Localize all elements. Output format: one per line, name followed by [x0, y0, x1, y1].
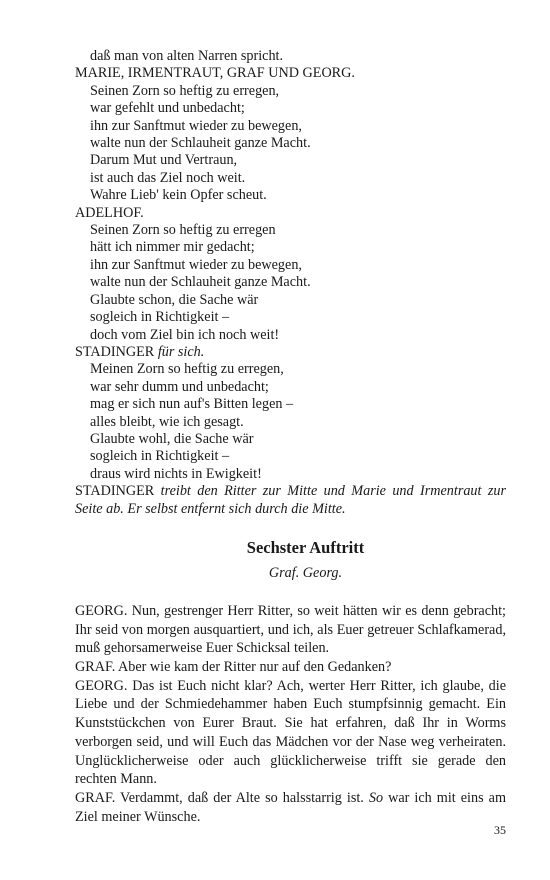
paragraph-text: war ich mit eins am Ziel meiner Wünsche.	[75, 790, 506, 825]
verse-line: sogleich in Richtigkeit –	[90, 309, 230, 326]
verse-line: Wahre Lieb' kein Opfer scheut.	[90, 187, 267, 204]
dialogue-paragraph	[75, 602, 506, 658]
speaker-name: STADINGER	[75, 343, 158, 360]
paragraph-text: GRAF. Verdammt, daß der Alte so halsstarrig ist.	[75, 790, 369, 806]
verse-line: Meinen Zorn so heftig zu erregen,	[90, 361, 284, 378]
verse-line: Glaubte wohl, die Sache wär	[90, 430, 254, 447]
verse-line: ihn zur Sanftmut wieder zu bewegen,	[90, 256, 302, 273]
verse-line: sogleich in Richtigkeit –	[90, 448, 230, 465]
verse-line: ihn zur Sanftmut wieder zu bewegen,	[90, 117, 302, 134]
paragraph-text: GRAF. Aber wie kam der Ritter nur auf den Gedanken?	[75, 659, 392, 676]
stage-direction-text: für sich.	[157, 343, 205, 360]
verse-line: mag er sich nun auf's Bitten legen –	[90, 396, 294, 413]
dialogue-paragraph	[75, 658, 506, 677]
verse-line: draus wird nichts in Ewigkeit!	[90, 465, 262, 482]
emphasis-text: So	[368, 790, 384, 806]
verse-line: Darum Mut und Vertraun,	[90, 152, 238, 169]
page-number: 35	[494, 823, 506, 837]
speaker-heading	[75, 344, 506, 361]
dialogue-section	[75, 602, 506, 826]
verse-line: walte nun der Schlauheit ganze Macht.	[90, 135, 311, 152]
scene-persons: Graf. Georg.	[268, 564, 343, 581]
dialogue-paragraph	[75, 677, 506, 789]
paragraph-text: GEORG. Nun, gestrenger Herr Ritter, so weit hätten wir es denn gebracht; Ihr seid von morgen ausquartiert, und ich, als Euer getreuer Schlafkamerad, muß gehorsamerweise Euer Schicksal teilen.	[75, 602, 506, 657]
verse-line: Seinen Zorn so heftig zu erregen	[90, 222, 276, 239]
verse-section	[75, 48, 506, 518]
verse-line: alles bleibt, wie ich gesagt.	[90, 413, 244, 430]
stage-direction	[75, 483, 506, 518]
speaker-heading: ADELHOF.	[75, 204, 144, 221]
verse-line: Glaubte schon, die Sache wär	[90, 291, 259, 308]
scene-title: Sechster Auftritt	[246, 537, 365, 557]
verse-line: war gefehlt und unbedacht;	[90, 100, 245, 117]
paragraph-text: GEORG. Das ist Euch nicht klar? Ach, werter Herr Ritter, ich glaube, die Liebe und der Schmiedehammer haben Euch stumpfsinnig gemacht. Ein Kunststückchen von Eurer Braut. Sie hat erfahren, daß Ihr in Worms verborgen seid, und will Euch das Mädchen vor der Nase weg verheiraten. Unglücklicherweise oder auch glücklicherweise trifft sie gerade den rechten Mann.	[75, 677, 506, 788]
verse-line: Seinen Zorn so heftig zu erregen,	[90, 82, 280, 99]
verse-line: war sehr dumm und unbedacht;	[90, 378, 269, 395]
speaker-heading: MARIE, IRMENTRAUT, GRAF UND GEORG.	[75, 65, 355, 82]
speaker-name: STADINGER	[75, 483, 161, 500]
verse-line: walte nun der Schlauheit ganze Macht.	[90, 274, 311, 291]
stage-direction-text: treibt den Ritter zur Mitte und Marie und Irmentraut zur Seite ab. Er selbst entfernt sich durch die Mitte.	[75, 483, 506, 517]
verse-line: doch vom Ziel bin ich noch weit!	[90, 326, 280, 343]
verse-line: daß man von alten Narren spricht.	[90, 48, 284, 64]
verse-line: hätt ich nimmer mir gedacht;	[90, 239, 255, 256]
dialogue-paragraph	[75, 789, 506, 826]
verse-line: ist auch das Ziel noch weit.	[90, 169, 246, 186]
